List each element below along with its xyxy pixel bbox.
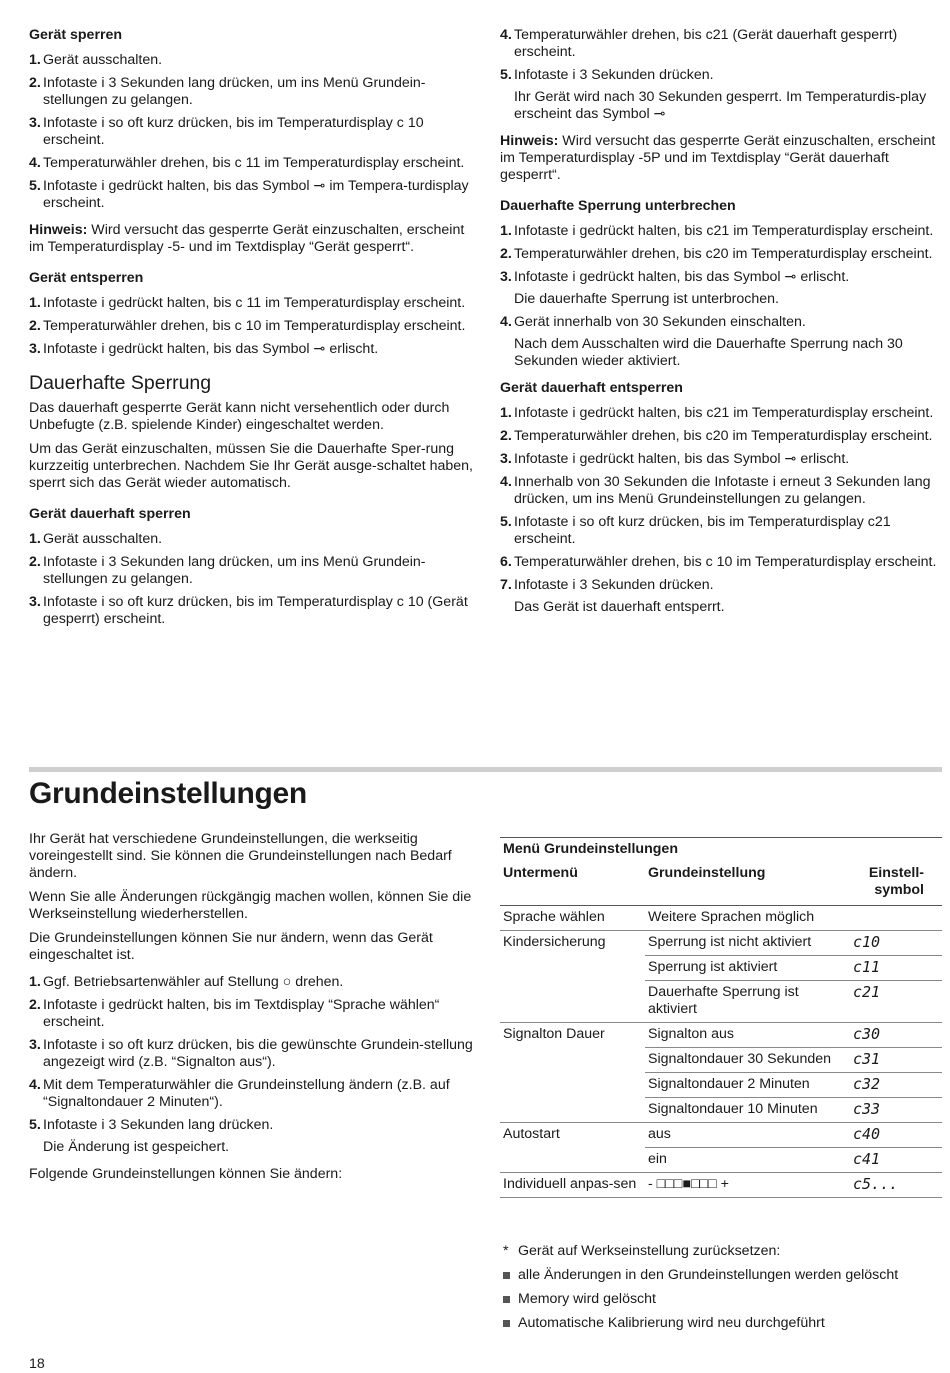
table-row — [500, 1098, 942, 1123]
table-cell: Signaltondauer 2 Minuten — [645, 1073, 850, 1098]
paragraph: Um das Gerät einzuschalten, müssen Sie die Dauerhafte Sper-rung kurzzeitig unterbrechen. Nachdem Sie Ihr Gerät ausge-schaltet haben, sperrt sich das Gerät wieder automatisch. — [29, 441, 473, 491]
section-heading-dauerhaft-entsperren: Gerät dauerhaft entsperren — [500, 380, 683, 396]
table-row — [500, 1023, 942, 1048]
list-item: 5. Infotaste i gedrückt halten, bis das Symbol ⊸ im Tempera-turdisplay erscheint. — [29, 178, 469, 211]
list-item: 2. Infotaste i gedrückt halten, bis im Textdisplay “Sprache wählen“ erscheint. — [29, 997, 440, 1030]
grundeinstellungen-text — [29, 831, 475, 1190]
list-item: 4. Gerät innerhalb von 30 Sekunden einschalten. Nach dem Ausschalten wird die Dauerhafte Sperrung nach 30 Sekunden wieder aktiviert. — [500, 314, 903, 369]
table-cell: c41 — [850, 1148, 942, 1173]
list-item: 1. Gerät ausschalten. — [29, 52, 163, 68]
steps-geraet-sperren — [29, 52, 475, 212]
table-cell: Kindersicherung — [503, 934, 606, 950]
steps-dauerhaft-sperren — [29, 531, 475, 628]
table-footnotes — [500, 1243, 942, 1339]
list-item: 3. Infotaste i gedrückt halten, bis das Symbol ⊸ erlischt. Die dauerhafte Sperrung ist unterbrochen. — [500, 269, 850, 307]
table-cell: c5... — [850, 1173, 942, 1198]
list-item: 3. Infotaste i so oft kurz drücken, bis die gewünschte Grundein-stellung angezeigt wird (z.B. “Signalton aus“). — [29, 1037, 473, 1070]
table-cell: Signalton Dauer — [503, 1026, 605, 1042]
bullet-icon — [503, 1272, 510, 1279]
steps-geraet-entsperren — [29, 295, 475, 358]
steps-dauerhaft-entsperren — [500, 405, 942, 616]
page-number: 18 — [29, 1356, 45, 1372]
table-cell — [500, 1148, 645, 1173]
table-cell: c31 — [850, 1048, 942, 1073]
table-row — [500, 906, 942, 931]
table-cell: c33 — [850, 1098, 942, 1123]
list-item: 1. Infotaste i gedrückt halten, bis c21 im Temperaturdisplay erscheint. — [500, 405, 934, 421]
table-cell: Autostart — [503, 1126, 560, 1142]
table-cell: c32 — [850, 1073, 942, 1098]
hinweis-note: Hinweis: Wird versucht das gesperrte Gerät einzuschalten, erscheint im Temperaturdisplay -5P und im Textdisplay “Gerät dauerhaft gesperrt“. — [500, 133, 936, 183]
left-column — [29, 27, 475, 638]
column-header-symbol: Einstell-symbol — [850, 862, 942, 906]
table-cell: Sperrung ist nicht aktiviert — [645, 931, 850, 956]
steps-grundeinstellungen — [29, 974, 475, 1156]
list-item: 3. Infotaste i so oft kurz drücken, bis im Temperaturdisplay c 10 erscheint. — [29, 115, 424, 148]
steps-dauerhaft-sperren-cont — [500, 27, 942, 123]
table-cell: Signalton aus — [645, 1023, 850, 1048]
list-item: 5. Infotaste i 3 Sekunden lang drücken. Die Änderung ist gespeichert. — [29, 1117, 274, 1155]
table-cell: c21 — [850, 981, 942, 1023]
list-item: 3. Infotaste i gedrückt halten, bis das Symbol ⊸ erlischt. — [500, 451, 850, 467]
table-row — [500, 956, 942, 981]
footnote: * Gerät auf Werkseinstellung zurücksetzen: — [503, 1243, 781, 1259]
table-cell: c40 — [850, 1123, 942, 1148]
bullet-icon — [503, 1296, 510, 1303]
section-heading-dauerhaft-sperren: Gerät dauerhaft sperren — [29, 506, 191, 522]
list-item: alle Änderungen in den Grundeinstellungen werden gelöscht — [500, 1267, 942, 1284]
list-item: 2. Temperaturwähler drehen, bis c 10 im Temperaturdisplay erscheint. — [29, 318, 466, 334]
list-item: 4. Temperaturwähler drehen, bis c 11 im Temperaturdisplay erscheint. — [29, 155, 465, 171]
section-divider — [29, 767, 942, 772]
table-cell: Sperrung ist aktiviert — [645, 956, 850, 981]
section-heading-geraet-sperren: Gerät sperren — [29, 27, 123, 43]
list-item: 6. Temperaturwähler drehen, bis c 10 im Temperaturdisplay erscheint. — [500, 554, 937, 570]
table-cell: Individuell anpas-sen — [500, 1173, 645, 1198]
page-title: Grundeinstellungen — [29, 777, 307, 810]
paragraph: Das dauerhaft gesperrte Gerät kann nicht versehentlich oder durch Unbefugte (z.B. spielende Kinder) eingeschaltet werden. — [29, 400, 450, 433]
list-item: 3. Infotaste i gedrückt halten, bis das Symbol ⊸ erlischt. — [29, 341, 379, 357]
list-item: 4. Innerhalb von 30 Sekunden die Infotaste i erneut 3 Sekunden lang drücken, um ins Menü Grundeinstellungen zu gelangen. — [500, 474, 931, 507]
steps-unterbrechen — [500, 223, 942, 370]
paragraph: Folgende Grundeinstellungen können Sie ändern: — [29, 1166, 343, 1182]
table-row — [500, 1123, 942, 1148]
list-item: 2. Infotaste i 3 Sekunden lang drücken, um ins Menü Grundein-stellungen zu gelangen. — [29, 75, 426, 108]
bullet-icon — [503, 1320, 510, 1327]
table-cell: ein — [645, 1148, 850, 1173]
paragraph: Wenn Sie alle Änderungen rückgängig machen wollen, können Sie die Werkseinstellung wiederherstellen. — [29, 889, 472, 922]
list-item: 5. Infotaste i 3 Sekunden drücken. Ihr Gerät wird nach 30 Sekunden gesperrt. Im Temperaturdis-play erscheint das Symbol ⊸ — [500, 67, 927, 122]
menu-grundeinstellungen-table — [500, 837, 942, 1198]
list-item: 1. Infotaste i gedrückt halten, bis c21 im Temperaturdisplay erscheint. — [500, 223, 934, 239]
table-cell — [500, 1098, 645, 1123]
table-row — [500, 1073, 942, 1098]
hinweis-note: Hinweis: Wird versucht das gesperrte Gerät einzuschalten, erscheint im Temperaturdisplay -5- und im Textdisplay “Gerät gesperrt“. — [29, 222, 465, 255]
paragraph: Die Grundeinstellungen können Sie nur ändern, wenn das Gerät eingeschaltet ist. — [29, 930, 433, 963]
list-item: 1. Ggf. Betriebsartenwähler auf Stellung ○ drehen. — [29, 974, 344, 990]
table-cell: aus — [645, 1123, 850, 1148]
table-cell: Dauerhafte Sperrung ist aktiviert — [645, 981, 850, 1023]
table-cell: - □□□■□□□ + — [645, 1173, 850, 1198]
list-item: 1. Infotaste i gedrückt halten, bis c 11 im Temperaturdisplay erscheint. — [29, 295, 466, 311]
table-title: Menü Grundeinstellungen — [500, 838, 942, 863]
table-cell — [500, 1048, 645, 1073]
column-header-untermenu: Untermenü — [500, 862, 645, 906]
table-cell — [500, 1073, 645, 1098]
list-item: Memory wird gelöscht — [500, 1291, 942, 1308]
table-cell: c10 — [850, 931, 942, 956]
table-cell — [500, 981, 645, 1023]
list-item: 1. Gerät ausschalten. — [29, 531, 163, 547]
list-item: Automatische Kalibrierung wird neu durchgeführt — [500, 1315, 942, 1332]
table-cell — [500, 956, 645, 981]
table-cell — [850, 906, 942, 931]
section-heading-geraet-entsperren: Gerät entsperren — [29, 270, 144, 286]
list-item: 3. Infotaste i so oft kurz drücken, bis im Temperaturdisplay c 10 (Gerät gesperrt) erscheint. — [29, 594, 468, 627]
section-heading-unterbrechen: Dauerhafte Sperrung unterbrechen — [500, 198, 736, 214]
list-item: 7. Infotaste i 3 Sekunden drücken. Das Gerät ist dauerhaft entsperrt. — [500, 577, 725, 615]
table-cell: c30 — [850, 1023, 942, 1048]
list-item: 2. Infotaste i 3 Sekunden lang drücken, um ins Menü Grundein-stellungen zu gelangen. — [29, 554, 426, 587]
list-item: 4. Temperaturwähler drehen, bis c21 (Gerät dauerhaft gesperrt) erscheint. — [500, 27, 898, 60]
column-header-grundeinstellung: Grundeinstellung — [645, 862, 850, 906]
table-row — [500, 981, 942, 1023]
table-row — [500, 931, 942, 956]
section-heading-dauerhafte-sperrung: Dauerhafte Sperrung — [29, 372, 212, 394]
list-item: 4. Mit dem Temperaturwähler die Grundeinstellung ändern (z.B. auf “Signaltondauer 2 Minuten“). — [29, 1077, 450, 1110]
table-cell: Weitere Sprachen möglich — [645, 906, 850, 931]
paragraph: Ihr Gerät hat verschiedene Grundeinstellungen, die werkseitig voreingestellt sind. Sie können die Grundeinstellungen nach Bedarf ändern. — [29, 831, 452, 881]
table-row — [500, 1048, 942, 1073]
table-cell: Signaltondauer 10 Minuten — [645, 1098, 850, 1123]
list-item: 2. Temperaturwähler drehen, bis c20 im Temperaturdisplay erscheint. — [500, 246, 933, 262]
table-cell: Sprache wählen — [500, 906, 645, 931]
right-column — [500, 27, 942, 626]
table-row — [500, 1173, 942, 1198]
table-cell: c11 — [850, 956, 942, 981]
list-item: 2. Temperaturwähler drehen, bis c20 im Temperaturdisplay erscheint. — [500, 428, 933, 444]
table-cell: Signaltondauer 30 Sekunden — [645, 1048, 850, 1073]
list-item: 5. Infotaste i so oft kurz drücken, bis im Temperaturdisplay c21 erscheint. — [500, 514, 891, 547]
table-row — [500, 1148, 942, 1173]
